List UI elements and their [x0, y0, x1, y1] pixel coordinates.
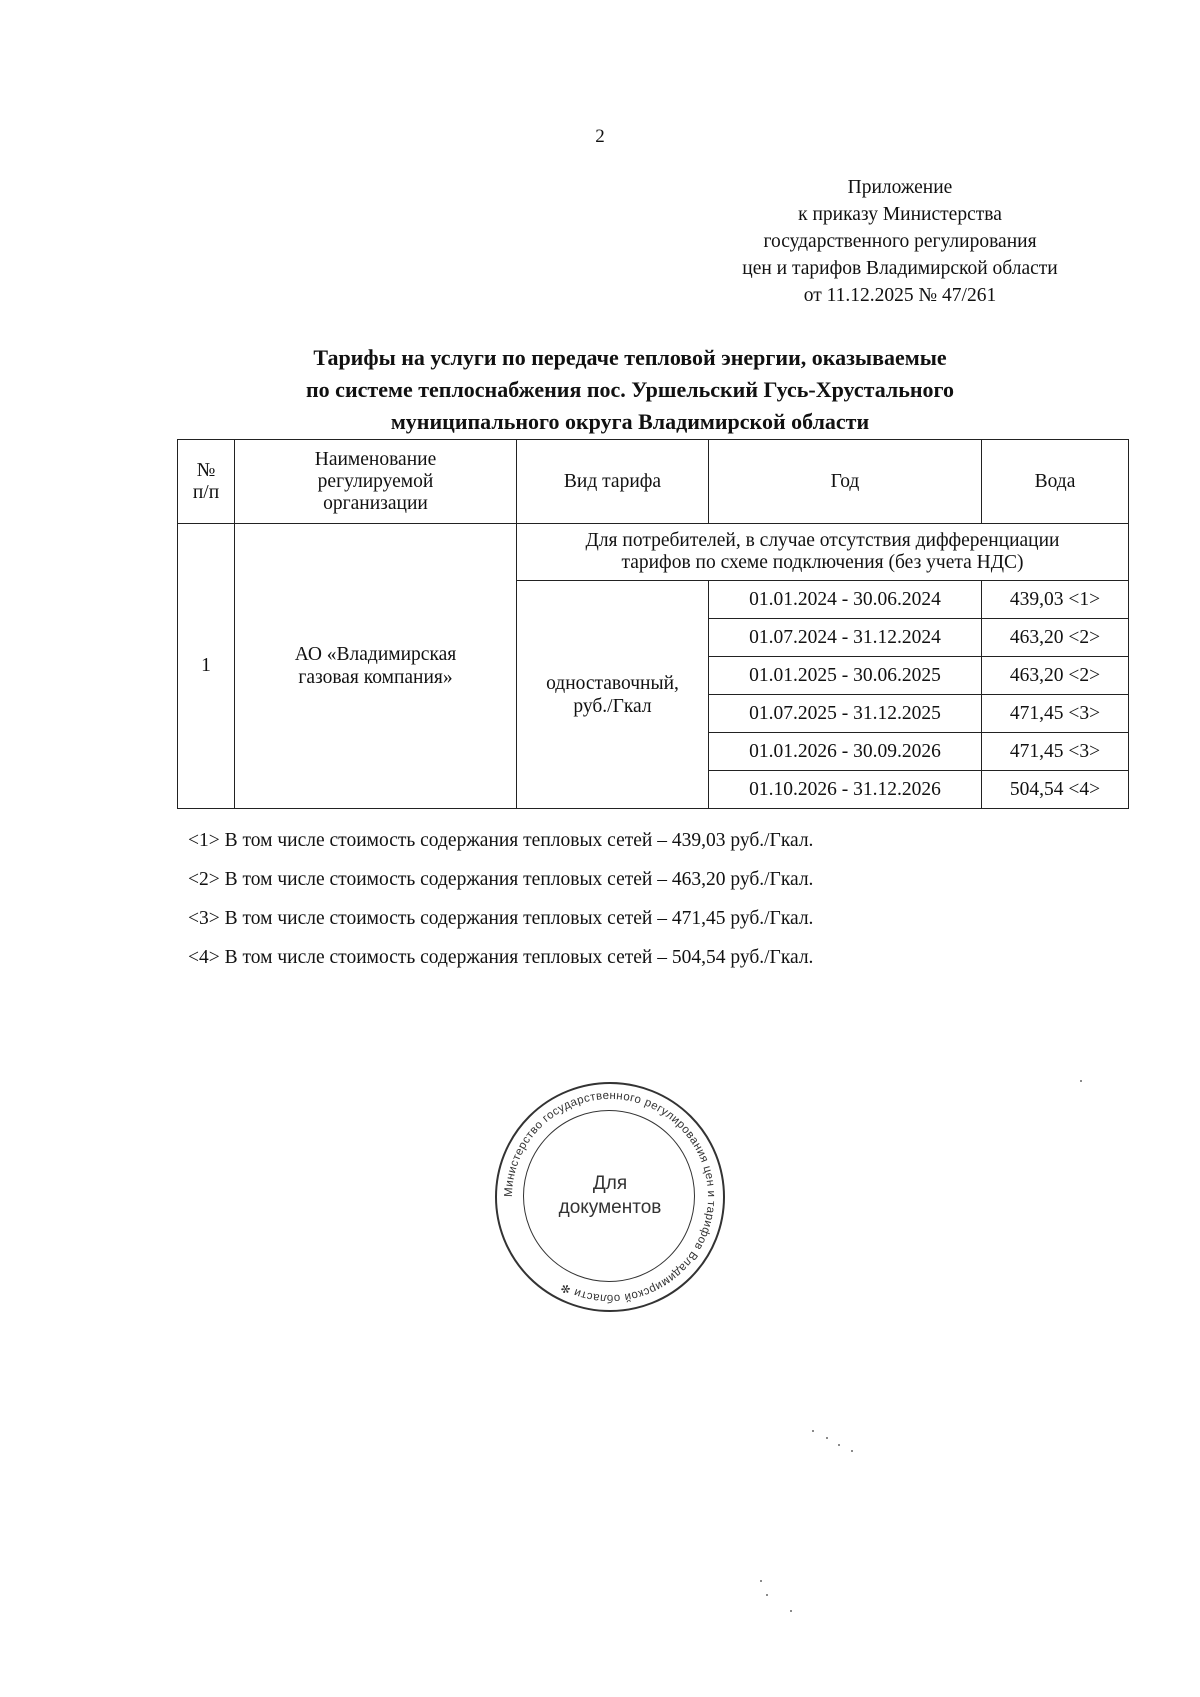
organization-cell: АО «Владимирская газовая компания» [235, 524, 517, 809]
footnote: <1> В том числе стоимость содержания тепловых сетей – 439,03 руб./Гкал. [188, 830, 814, 851]
period-cell: 01.01.2024 - 30.06.2024 [709, 581, 982, 619]
header-water: Вода [982, 440, 1129, 524]
scan-speck [812, 1430, 814, 1432]
period-cell: 01.01.2025 - 30.06.2025 [709, 657, 982, 695]
page-number: 2 [595, 126, 605, 147]
appendix-line: цен и тарифов Владимирской области [742, 258, 1058, 279]
scan-speck [851, 1450, 853, 1452]
period-cell: 01.10.2026 - 31.12.2026 [709, 771, 982, 809]
table-row [178, 524, 1129, 581]
tariff-value-cell: 463,20 <2> [982, 657, 1129, 695]
row-number: 1 [178, 524, 235, 809]
stamp-ring-text: Министерство государственного регулирования цен и тарифов Владимирской области ✻ [502, 1089, 718, 1305]
stamp-center-text: Для документов [558, 1173, 662, 1218]
title-line: по системе теплоснабжения пос. Уршельский Гусь-Хрустального [306, 377, 954, 402]
period-cell: 01.01.2026 - 30.09.2026 [709, 733, 982, 771]
scan-speck [790, 1610, 792, 1612]
scan-speck [766, 1594, 768, 1596]
scan-speck [826, 1437, 828, 1439]
footnote: <3> В том числе стоимость содержания тепловых сетей – 471,45 руб./Гкал. [188, 908, 814, 929]
appendix-date-line: от 11.12.2025 № 47/261 [803, 285, 997, 306]
tariff-value-cell: 504,54 <4> [982, 771, 1129, 809]
appendix-line: государственного регулирования [763, 231, 1037, 252]
scan-speck [760, 1580, 762, 1582]
period-cell: 01.07.2025 - 31.12.2025 [709, 695, 982, 733]
document-title [180, 342, 1080, 438]
tariff-value-cell: 439,03 <1> [982, 581, 1129, 619]
title-line: муниципального округа Владимирской области [390, 409, 870, 434]
tariff-value-cell: 463,20 <2> [982, 619, 1129, 657]
period-cell: 01.07.2024 - 31.12.2024 [709, 619, 982, 657]
tariff-value-cell: 471,45 <3> [982, 695, 1129, 733]
consumer-condition: Для потребителей, в случае отсутствия дифференциации тарифов по схеме подключения (без учета НДС) [517, 524, 1129, 581]
footnote: <2> В том числе стоимость содержания тепловых сетей – 463,20 руб./Гкал. [188, 869, 814, 890]
header-organization: Наименование регулируемой организации [235, 440, 517, 524]
header-num: № п/п [178, 440, 235, 524]
tariff-type-cell: одноставочный, руб./Гкал [517, 581, 709, 809]
scan-speck [838, 1444, 840, 1446]
header-tariff-type: Вид тарифа [517, 440, 709, 524]
table-header-row [178, 440, 1129, 524]
appendix-line: Приложение [847, 177, 953, 198]
header-year: Год [709, 440, 982, 524]
footnote: <4> В том числе стоимость содержания тепловых сетей – 504,54 руб./Гкал. [188, 947, 814, 968]
title-line: Тарифы на услуги по передаче тепловой энергии, оказываемые [313, 345, 947, 370]
tariff-value-cell: 471,45 <3> [982, 733, 1129, 771]
appendix-line: к приказу Министерства [798, 204, 1002, 225]
footnotes [188, 830, 813, 986]
appendix-block [690, 174, 1110, 309]
official-stamp [495, 1082, 725, 1312]
scan-speck [1080, 1080, 1082, 1082]
tariff-table [177, 439, 1129, 809]
